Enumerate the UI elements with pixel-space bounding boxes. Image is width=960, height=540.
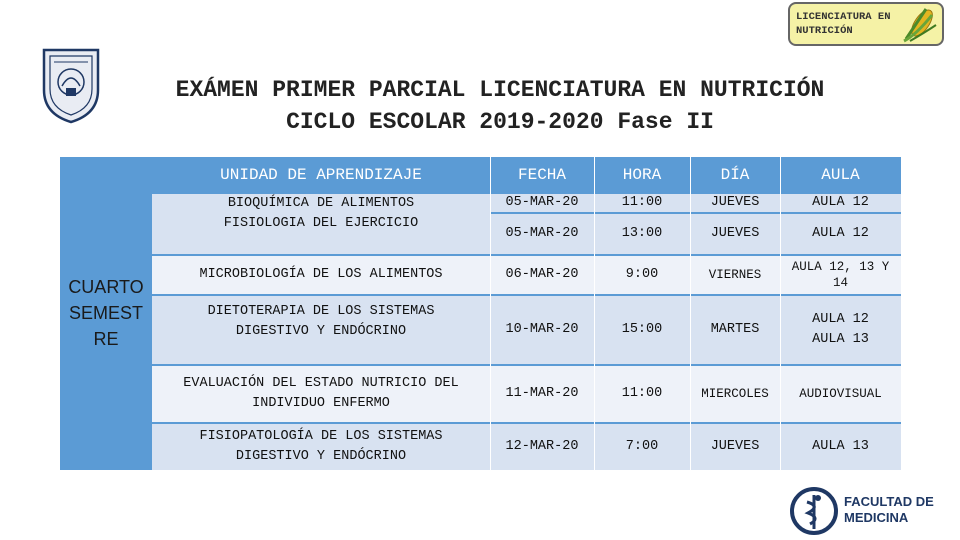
schedule-table [152, 157, 901, 470]
cell-hora: 11:00 [594, 366, 690, 422]
cell-unidad: FISIOLOGIA DEL EJERCICIO [223, 216, 419, 231]
cell-hora: 9:00 [594, 256, 690, 294]
cell-aula: AULA 13 [780, 424, 901, 470]
cell-unidad: MICROBIOLOGÍA DE LOS ALIMENTOS [152, 256, 490, 294]
logo-line1: FACULTAD DE [844, 494, 934, 509]
caduceus-icon [790, 486, 838, 536]
badge-line1: LICENCIATURA EN [796, 11, 891, 23]
corn-icon [896, 5, 940, 45]
cell-hora: 11:00 [594, 194, 690, 212]
cell-dia: MARTES [690, 296, 780, 364]
university-seal-icon [40, 46, 102, 124]
header-fecha: FECHA [517, 165, 566, 184]
cell-unidad: EVALUACIÓN DEL ESTADO NUTRICIO DEL INDIVIDUO ENFERMO [152, 366, 490, 422]
column-divider [490, 157, 491, 470]
cell-unidad: DIETOTERAPIA DE LOS SISTEMAS DIGESTIVO Y ENDÓCRINO [152, 296, 490, 364]
cell-fecha: 05-MAR-20 [490, 214, 594, 254]
column-divider [780, 157, 781, 470]
logo-line2: MEDICINA [844, 510, 909, 525]
cell-fecha: 12-MAR-20 [490, 424, 594, 470]
cell-hora: 7:00 [594, 424, 690, 470]
column-divider [690, 157, 691, 470]
cell-aula: AULA 12 [780, 194, 901, 212]
cell-aula: AULA 12, 13 Y 14 [780, 256, 901, 294]
cell-fecha: 10-MAR-20 [490, 296, 594, 364]
cell-dia: MIERCOLES [690, 366, 780, 422]
cell-spacer [152, 236, 490, 254]
program-badge [788, 2, 944, 46]
badge-text [796, 10, 891, 38]
cell-aula: AULA 12 AULA 13 [780, 296, 901, 364]
facultad-medicina-logo [790, 486, 950, 536]
cell-fecha: 05-MAR-20 [490, 194, 594, 212]
cell-hora: 15:00 [594, 296, 690, 364]
cell-fecha: 11-MAR-20 [490, 366, 594, 422]
header-aula: AULA [821, 165, 860, 184]
cell-fecha: 06-MAR-20 [490, 256, 594, 294]
cell-dia: JUEVES [690, 214, 780, 254]
cell-dia: JUEVES [690, 424, 780, 470]
title-line2: CICLO ESCOLAR 2019-2020 Fase II [286, 109, 714, 135]
badge-line2: NUTRICIÓN [796, 25, 853, 37]
table-row-group-1 [152, 194, 490, 236]
cell-unidad: FISIOPATOLOGÍA DE LOS SISTEMAS DIGESTIVO Y ENDÓCRINO [152, 424, 490, 470]
cell-dia: VIERNES [690, 256, 780, 294]
semester-label: CUARTO SEMEST RE [68, 277, 144, 349]
header-unidad: UNIDAD DE APRENDIZAJE [220, 165, 422, 184]
cell-hora: 13:00 [594, 214, 690, 254]
cell-dia: JUEVES [690, 194, 780, 212]
cell-aula: AULA 12 [780, 214, 901, 254]
header-hora: HORA [622, 165, 662, 184]
cell-aula: AUDIOVISUAL [780, 366, 901, 422]
page-title [100, 74, 900, 138]
cell-unidad: BIOQUÍMICA DE ALIMENTOS [227, 196, 415, 211]
title-line1: EXÁMEN PRIMER PARCIAL LICENCIATURA EN NUTRICIÓN [175, 77, 825, 103]
header-dia: DÍA [720, 165, 750, 184]
column-divider [594, 157, 595, 470]
